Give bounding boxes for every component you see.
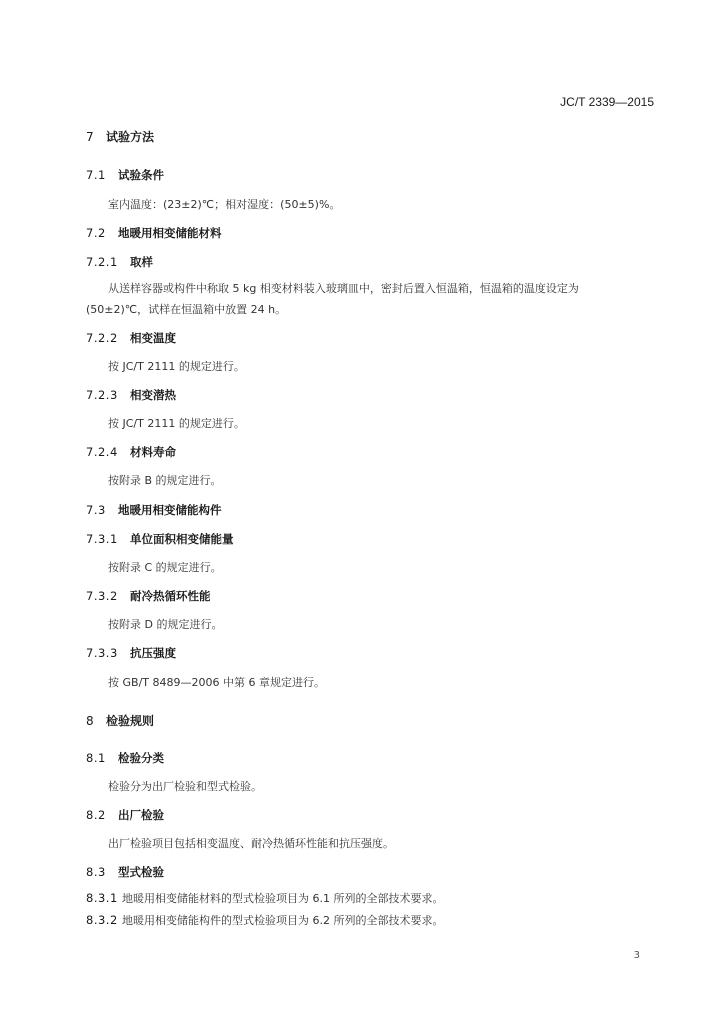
- heading-title: 材料寿命: [130, 445, 176, 459]
- heading-title: 型式检验: [118, 865, 164, 879]
- heading-number: 8.1: [86, 751, 106, 765]
- heading-title: 检验分类: [118, 751, 164, 765]
- heading-8-2: [86, 807, 164, 823]
- heading-title: 耐冷热循环性能: [130, 589, 211, 603]
- heading-number: 7.1: [86, 168, 106, 182]
- heading-7-2-2: [86, 330, 176, 346]
- heading-7-2-3: [86, 387, 176, 403]
- heading-number: 8.2: [86, 808, 106, 822]
- paragraph-7-2-4: 按附录 B 的规定进行。: [108, 474, 222, 487]
- heading-number: 7.2: [86, 226, 106, 240]
- paragraph-7-1: 室内温度：(23±2)℃；相对湿度：(50±5)%。: [108, 198, 341, 211]
- heading-7-3-3: [86, 645, 176, 661]
- paragraph-7-3-1: 按附录 C 的规定进行。: [108, 561, 222, 574]
- clause-text: 地暖用相变储能材料的型式检验项目为 6.1 所列的全部技术要求。: [122, 892, 444, 905]
- heading-title: 抗压强度: [130, 646, 176, 660]
- heading-8-1: [86, 750, 164, 766]
- clause-number: 8.3.2: [86, 913, 118, 927]
- heading-7-2-4: [86, 444, 176, 460]
- clause-text: 地暖用相变储能构件的型式检验项目为 6.2 所列的全部技术要求。: [122, 914, 444, 927]
- standard-code: JC/T 2339—2015: [560, 95, 654, 109]
- heading-number: 7.2.1: [86, 255, 118, 269]
- heading-title: 地暖用相变储能材料: [118, 226, 222, 240]
- heading-7-3-1: [86, 531, 234, 547]
- clause-8-3-2: [86, 912, 444, 928]
- paragraph-7-3-2: 按附录 D 的规定进行。: [108, 618, 223, 631]
- clause-8-3-1: [86, 890, 444, 906]
- heading-number: 7.3.3: [86, 646, 118, 660]
- heading-number: 7.2.4: [86, 445, 118, 459]
- heading-title: 取样: [130, 255, 153, 269]
- heading-number: 7.2.3: [86, 388, 118, 402]
- heading-number: 7.3: [86, 503, 106, 517]
- paragraph-line: 从送样容器或构件中称取 5 kg 相变材料装入玻璃皿中，密封后置入恒温箱，恒温箱的温度设定为: [108, 282, 579, 295]
- heading-7-2-1: [86, 254, 153, 270]
- heading-8: [86, 712, 154, 729]
- heading-7-3: [86, 502, 222, 518]
- heading-number: 7.2.2: [86, 331, 118, 345]
- heading-7: [86, 128, 154, 145]
- heading-8-3: [86, 864, 164, 880]
- paragraph-8-1: 检验分为出厂检验和型式检验。: [108, 780, 262, 793]
- paragraph-8-2: 出厂检验项目包括相变温度、耐冷热循环性能和抗压强度。: [108, 837, 394, 850]
- paragraph-7-3-3: 按 GB/T 8489—2006 中第 6 章规定进行。: [108, 676, 325, 689]
- heading-title: 出厂检验: [118, 808, 164, 822]
- paragraph-7-2-1: [86, 278, 656, 320]
- paragraph-7-2-3: 按 JC/T 2111 的规定进行。: [108, 417, 245, 430]
- heading-title: 试验条件: [118, 168, 164, 182]
- heading-title: 检验规则: [106, 714, 155, 728]
- heading-title: 单位面积相变储能量: [130, 532, 234, 546]
- paragraph-7-2-2: 按 JC/T 2111 的规定进行。: [108, 360, 245, 373]
- heading-number: 8.3: [86, 865, 106, 879]
- heading-title: 地暖用相变储能构件: [118, 503, 222, 517]
- heading-title: 相变温度: [130, 331, 176, 345]
- heading-7-2: [86, 225, 222, 241]
- heading-7-3-2: [86, 588, 211, 604]
- heading-number: 7.3.2: [86, 589, 118, 603]
- heading-title: 相变潜热: [130, 388, 176, 402]
- heading-7-1: [86, 167, 164, 183]
- paragraph-line: (50±2)℃，试样在恒温箱中放置 24 h。: [86, 303, 287, 316]
- page-number: 3: [633, 950, 640, 961]
- heading-number: 7.3.1: [86, 532, 118, 546]
- heading-number: 8: [86, 714, 94, 728]
- clause-number: 8.3.1: [86, 891, 118, 905]
- heading-title: 试验方法: [106, 130, 155, 144]
- heading-number: 7: [86, 130, 94, 144]
